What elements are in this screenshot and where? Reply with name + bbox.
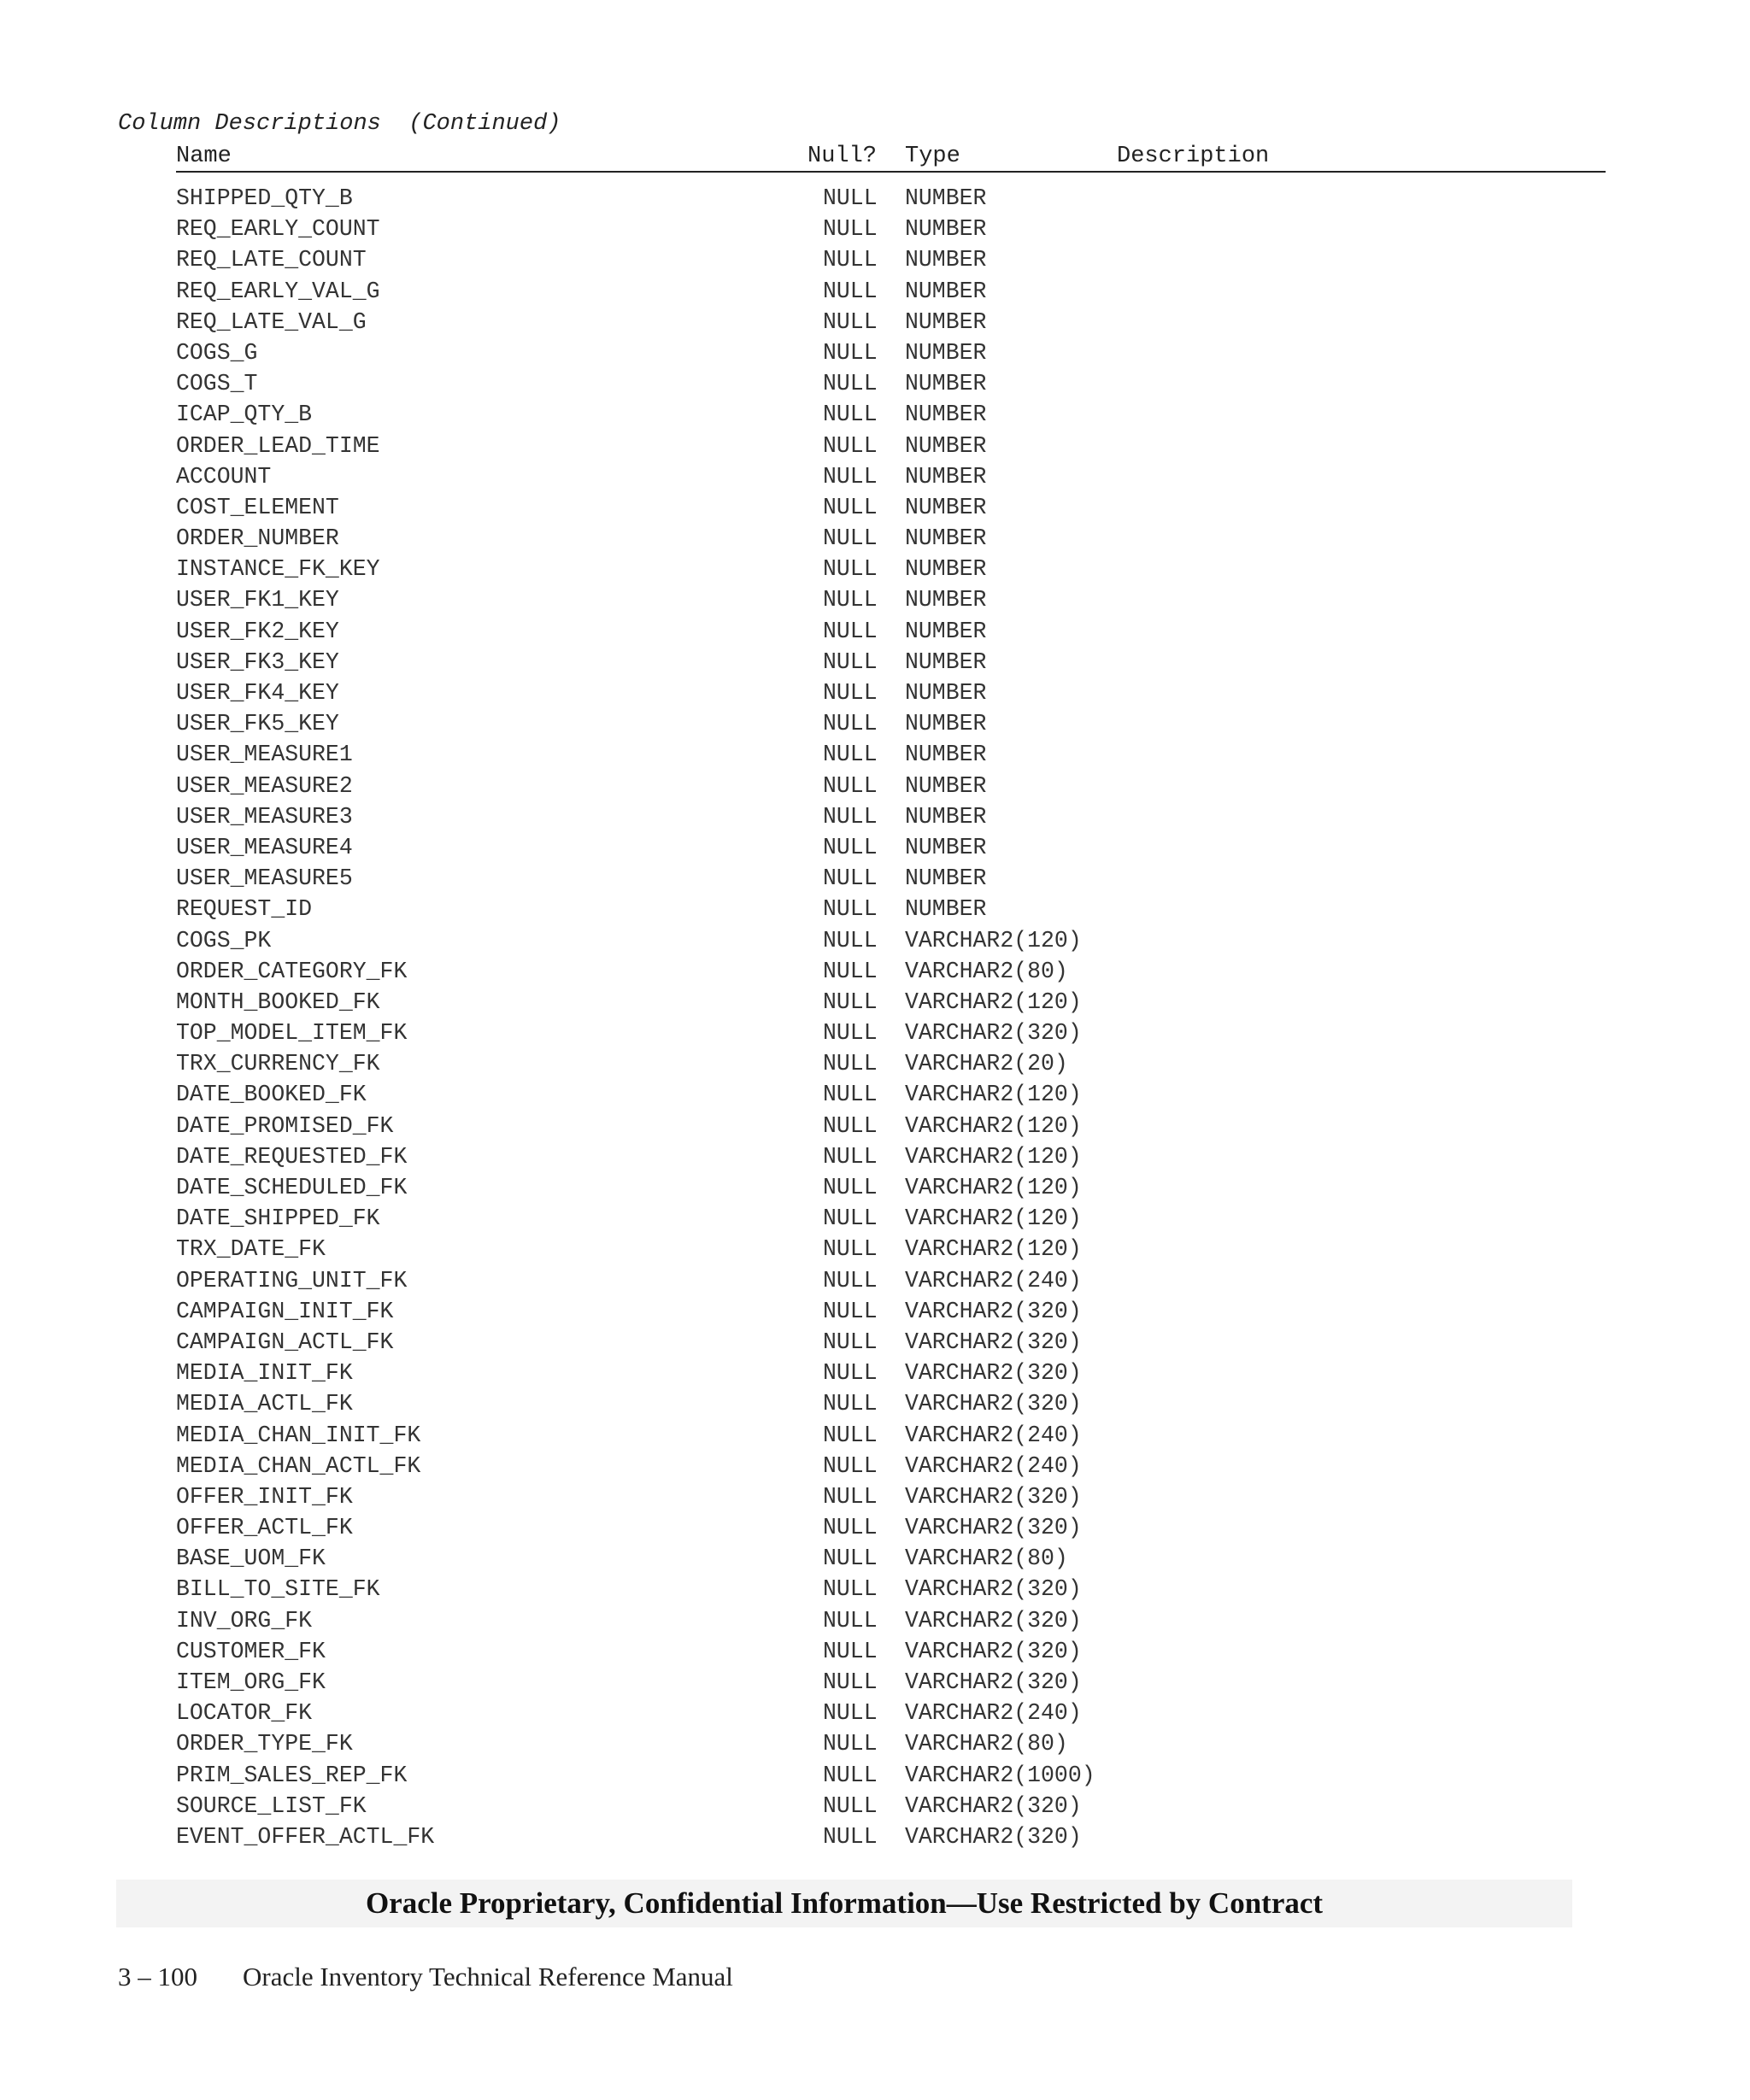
table-row bbox=[0, 1265, 1750, 1296]
column-name-cell: INSTANCE_FK_KEY bbox=[176, 556, 380, 583]
column-name-cell: OFFER_INIT_FK bbox=[176, 1483, 353, 1510]
null-cell: NULL bbox=[823, 525, 878, 552]
table-row bbox=[0, 647, 1750, 678]
null-cell: NULL bbox=[823, 772, 878, 799]
column-name-cell: MEDIA_INIT_FK bbox=[176, 1360, 353, 1387]
type-cell: NUMBER bbox=[905, 803, 987, 830]
table-row bbox=[0, 987, 1750, 1018]
table-row bbox=[0, 1481, 1750, 1512]
column-name-cell: OPERATING_UNIT_FK bbox=[176, 1267, 408, 1293]
column-name-cell: MEDIA_CHAN_ACTL_FK bbox=[176, 1452, 421, 1479]
table-row bbox=[0, 925, 1750, 956]
table-row bbox=[0, 1760, 1750, 1791]
type-cell: NUMBER bbox=[905, 896, 987, 923]
null-cell: NULL bbox=[823, 339, 878, 366]
type-cell: NUMBER bbox=[905, 556, 987, 583]
null-cell: NULL bbox=[823, 1607, 878, 1634]
table-row bbox=[0, 956, 1750, 987]
type-cell: VARCHAR2(120) bbox=[905, 1175, 1082, 1200]
column-name-cell: USER_FK3_KEY bbox=[176, 648, 339, 675]
column-name-cell: MONTH_BOOKED_FK bbox=[176, 988, 380, 1015]
null-cell: NULL bbox=[823, 1546, 878, 1572]
column-name-cell: INV_ORG_FK bbox=[176, 1607, 313, 1634]
column-header-description: Description bbox=[1117, 144, 1270, 169]
null-cell: NULL bbox=[823, 680, 878, 706]
type-cell: NUMBER bbox=[905, 772, 987, 799]
null-cell: NULL bbox=[823, 216, 878, 243]
table-row bbox=[0, 399, 1750, 430]
type-cell: NUMBER bbox=[905, 216, 987, 243]
table-caption: Column Descriptions (Continued) bbox=[118, 111, 561, 137]
column-name-cell: SOURCE_LIST_FK bbox=[176, 1792, 367, 1819]
null-cell: NULL bbox=[823, 1020, 878, 1047]
type-cell: NUMBER bbox=[905, 525, 987, 552]
column-name-cell: USER_FK1_KEY bbox=[176, 587, 339, 613]
table-row bbox=[0, 1327, 1750, 1358]
null-cell: NULL bbox=[823, 1051, 878, 1077]
type-cell: VARCHAR2(320) bbox=[905, 1329, 1082, 1355]
table-row bbox=[0, 1420, 1750, 1451]
type-cell: NUMBER bbox=[905, 587, 987, 613]
table-row bbox=[0, 1543, 1750, 1574]
type-cell: VARCHAR2(320) bbox=[905, 1607, 1082, 1634]
column-name-cell: DATE_SHIPPED_FK bbox=[176, 1205, 380, 1232]
column-name-cell: CUSTOMER_FK bbox=[176, 1638, 326, 1664]
null-cell: NULL bbox=[823, 1298, 878, 1324]
table-row bbox=[0, 523, 1750, 554]
column-name-cell: COGS_T bbox=[176, 371, 258, 397]
type-cell: VARCHAR2(120) bbox=[905, 1143, 1082, 1170]
table-row bbox=[0, 1667, 1750, 1698]
type-cell: VARCHAR2(120) bbox=[905, 1236, 1082, 1263]
table-row bbox=[0, 1636, 1750, 1667]
column-name-cell: SHIPPED_QTY_B bbox=[176, 185, 353, 211]
null-cell: NULL bbox=[823, 1143, 878, 1170]
type-cell: VARCHAR2(120) bbox=[905, 927, 1082, 953]
column-name-cell: ORDER_CATEGORY_FK bbox=[176, 958, 408, 984]
null-cell: NULL bbox=[823, 1175, 878, 1200]
null-cell: NULL bbox=[823, 1669, 878, 1695]
type-cell: VARCHAR2(320) bbox=[905, 1020, 1082, 1047]
column-table-body bbox=[0, 183, 1750, 1852]
column-name-cell: REQUEST_ID bbox=[176, 896, 313, 923]
table-row bbox=[0, 1698, 1750, 1728]
type-cell: VARCHAR2(80) bbox=[905, 1731, 1068, 1757]
table-row bbox=[0, 616, 1750, 647]
type-cell: NUMBER bbox=[905, 834, 987, 860]
table-row bbox=[0, 1791, 1750, 1821]
type-cell: VARCHAR2(320) bbox=[905, 1823, 1082, 1850]
type-cell: VARCHAR2(320) bbox=[905, 1298, 1082, 1324]
null-cell: NULL bbox=[823, 1082, 878, 1108]
type-cell: NUMBER bbox=[905, 742, 987, 768]
null-cell: NULL bbox=[823, 1762, 878, 1788]
table-row bbox=[0, 1512, 1750, 1543]
column-name-cell: TRX_CURRENCY_FK bbox=[176, 1051, 380, 1077]
null-cell: NULL bbox=[823, 1823, 878, 1850]
null-cell: NULL bbox=[823, 1452, 878, 1479]
column-name-cell: DATE_REQUESTED_FK bbox=[176, 1143, 408, 1170]
column-name-cell: COGS_PK bbox=[176, 927, 272, 953]
table-row bbox=[0, 214, 1750, 244]
null-cell: NULL bbox=[823, 988, 878, 1015]
type-cell: VARCHAR2(320) bbox=[905, 1669, 1082, 1695]
null-cell: NULL bbox=[823, 1360, 878, 1387]
type-cell: VARCHAR2(320) bbox=[905, 1576, 1082, 1603]
null-cell: NULL bbox=[823, 958, 878, 984]
null-cell: NULL bbox=[823, 1422, 878, 1448]
null-cell: NULL bbox=[823, 1391, 878, 1417]
table-row bbox=[0, 1203, 1750, 1234]
type-cell: VARCHAR2(240) bbox=[905, 1267, 1082, 1293]
type-cell: VARCHAR2(80) bbox=[905, 1546, 1068, 1572]
column-name-cell: USER_MEASURE3 bbox=[176, 803, 353, 830]
type-cell: NUMBER bbox=[905, 432, 987, 459]
null-cell: NULL bbox=[823, 185, 878, 211]
table-row bbox=[0, 1821, 1750, 1852]
null-cell: NULL bbox=[823, 865, 878, 892]
null-cell: NULL bbox=[823, 1205, 878, 1232]
column-name-cell: USER_MEASURE4 bbox=[176, 834, 353, 860]
column-name-cell: USER_FK2_KEY bbox=[176, 618, 339, 644]
type-cell: VARCHAR2(20) bbox=[905, 1051, 1068, 1077]
type-cell: VARCHAR2(120) bbox=[905, 1082, 1082, 1108]
column-name-cell: MEDIA_CHAN_INIT_FK bbox=[176, 1422, 421, 1448]
table-row bbox=[0, 801, 1750, 832]
table-row bbox=[0, 739, 1750, 770]
column-name-cell: USER_MEASURE5 bbox=[176, 865, 353, 892]
manual-title: Oracle Inventory Technical Reference Manual bbox=[243, 1962, 733, 1991]
table-row bbox=[0, 1172, 1750, 1203]
table-row bbox=[0, 368, 1750, 399]
table-row bbox=[0, 1605, 1750, 1636]
column-name-cell: USER_MEASURE1 bbox=[176, 742, 353, 768]
table-row bbox=[0, 1296, 1750, 1327]
type-cell: VARCHAR2(320) bbox=[905, 1483, 1082, 1510]
confidentiality-text: Oracle Proprietary, Confidential Information––Use Restricted by Contract bbox=[365, 1886, 1324, 1920]
table-row bbox=[0, 431, 1750, 461]
type-cell: VARCHAR2(120) bbox=[905, 988, 1082, 1015]
table-row bbox=[0, 244, 1750, 275]
null-cell: NULL bbox=[823, 1731, 878, 1757]
table-row bbox=[0, 1111, 1750, 1141]
type-cell: VARCHAR2(320) bbox=[905, 1391, 1082, 1417]
type-cell: VARCHAR2(320) bbox=[905, 1638, 1082, 1664]
column-name-cell: USER_FK5_KEY bbox=[176, 711, 339, 737]
type-cell: NUMBER bbox=[905, 247, 987, 273]
type-cell: NUMBER bbox=[905, 463, 987, 490]
column-name-cell: BASE_UOM_FK bbox=[176, 1546, 326, 1572]
table-row bbox=[0, 771, 1750, 801]
type-cell: NUMBER bbox=[905, 185, 987, 211]
null-cell: NULL bbox=[823, 1576, 878, 1603]
type-cell: VARCHAR2(240) bbox=[905, 1452, 1082, 1479]
type-cell: NUMBER bbox=[905, 618, 987, 644]
table-row bbox=[0, 584, 1750, 615]
column-name-cell: DATE_PROMISED_FK bbox=[176, 1112, 394, 1139]
type-cell: NUMBER bbox=[905, 494, 987, 520]
type-cell: NUMBER bbox=[905, 278, 987, 304]
null-cell: NULL bbox=[823, 803, 878, 830]
null-cell: NULL bbox=[823, 1329, 878, 1355]
null-cell: NULL bbox=[823, 1792, 878, 1819]
column-name-cell: USER_MEASURE2 bbox=[176, 772, 353, 799]
column-name-cell: TOP_MODEL_ITEM_FK bbox=[176, 1020, 408, 1047]
column-name-cell: LOCATOR_FK bbox=[176, 1700, 313, 1727]
column-name-cell: USER_FK4_KEY bbox=[176, 680, 339, 706]
null-cell: NULL bbox=[823, 927, 878, 953]
null-cell: NULL bbox=[823, 1267, 878, 1293]
null-cell: NULL bbox=[823, 587, 878, 613]
table-row bbox=[0, 1451, 1750, 1481]
column-name-cell: REQ_LATE_VAL_G bbox=[176, 308, 367, 335]
page-number: 3 – 100 bbox=[118, 1962, 197, 1991]
null-cell: NULL bbox=[823, 308, 878, 335]
null-cell: NULL bbox=[823, 494, 878, 520]
null-cell: NULL bbox=[823, 742, 878, 768]
null-cell: NULL bbox=[823, 1483, 878, 1510]
null-cell: NULL bbox=[823, 1700, 878, 1727]
column-name-cell: DATE_BOOKED_FK bbox=[176, 1082, 367, 1108]
table-row bbox=[0, 1574, 1750, 1604]
column-name-cell: ORDER_NUMBER bbox=[176, 525, 339, 552]
type-cell: NUMBER bbox=[905, 402, 987, 428]
confidentiality-banner bbox=[116, 1880, 1572, 1927]
column-name-cell: CAMPAIGN_ACTL_FK bbox=[176, 1329, 394, 1355]
table-row bbox=[0, 1018, 1750, 1048]
null-cell: NULL bbox=[823, 432, 878, 459]
table-row bbox=[0, 894, 1750, 924]
null-cell: NULL bbox=[823, 463, 878, 490]
column-name-cell: REQ_EARLY_COUNT bbox=[176, 216, 380, 243]
table-row bbox=[0, 183, 1750, 214]
type-cell: VARCHAR2(120) bbox=[905, 1112, 1082, 1139]
column-header-type: Type bbox=[905, 144, 960, 169]
column-name-cell: EVENT_OFFER_ACTL_FK bbox=[176, 1823, 435, 1850]
type-cell: VARCHAR2(1000) bbox=[905, 1762, 1095, 1788]
table-row bbox=[0, 307, 1750, 337]
type-cell: NUMBER bbox=[905, 648, 987, 675]
column-name-cell: TRX_DATE_FK bbox=[176, 1236, 326, 1263]
column-name-cell: ORDER_LEAD_TIME bbox=[176, 432, 380, 459]
null-cell: NULL bbox=[823, 1112, 878, 1139]
column-name-cell: COGS_G bbox=[176, 339, 258, 366]
type-cell: VARCHAR2(120) bbox=[905, 1205, 1082, 1232]
table-row bbox=[0, 1048, 1750, 1079]
null-cell: NULL bbox=[823, 402, 878, 428]
column-header-name: Name bbox=[176, 144, 232, 169]
header-divider bbox=[176, 171, 1606, 173]
type-cell: NUMBER bbox=[905, 339, 987, 366]
type-cell: VARCHAR2(240) bbox=[905, 1700, 1082, 1727]
column-name-cell: ORDER_TYPE_FK bbox=[176, 1731, 353, 1757]
type-cell: VARCHAR2(240) bbox=[905, 1422, 1082, 1448]
null-cell: NULL bbox=[823, 834, 878, 860]
type-cell: NUMBER bbox=[905, 308, 987, 335]
null-cell: NULL bbox=[823, 648, 878, 675]
type-cell: NUMBER bbox=[905, 371, 987, 397]
null-cell: NULL bbox=[823, 247, 878, 273]
table-row bbox=[0, 863, 1750, 894]
table-row bbox=[0, 337, 1750, 368]
column-name-cell: COST_ELEMENT bbox=[176, 494, 339, 520]
table-row bbox=[0, 678, 1750, 708]
type-cell: VARCHAR2(320) bbox=[905, 1792, 1082, 1819]
null-cell: NULL bbox=[823, 1638, 878, 1664]
null-cell: NULL bbox=[823, 618, 878, 644]
table-row bbox=[0, 554, 1750, 584]
column-name-cell: DATE_SCHEDULED_FK bbox=[176, 1175, 408, 1200]
null-cell: NULL bbox=[823, 1236, 878, 1263]
type-cell: NUMBER bbox=[905, 865, 987, 892]
type-cell: NUMBER bbox=[905, 711, 987, 737]
null-cell: NULL bbox=[823, 371, 878, 397]
column-name-cell: CAMPAIGN_INIT_FK bbox=[176, 1298, 394, 1324]
table-row bbox=[0, 1079, 1750, 1110]
table-row bbox=[0, 1388, 1750, 1419]
null-cell: NULL bbox=[823, 896, 878, 923]
column-name-cell: ITEM_ORG_FK bbox=[176, 1669, 326, 1695]
column-name-cell: OFFER_ACTL_FK bbox=[176, 1515, 353, 1541]
null-cell: NULL bbox=[823, 278, 878, 304]
type-cell: VARCHAR2(80) bbox=[905, 958, 1068, 984]
column-name-cell: REQ_EARLY_VAL_G bbox=[176, 278, 380, 304]
column-name-cell: REQ_LATE_COUNT bbox=[176, 247, 367, 273]
table-row bbox=[0, 708, 1750, 739]
table-row bbox=[0, 1141, 1750, 1172]
column-name-cell: PRIM_SALES_REP_FK bbox=[176, 1762, 408, 1788]
table-row bbox=[0, 1234, 1750, 1264]
table-row bbox=[0, 276, 1750, 307]
type-cell: NUMBER bbox=[905, 680, 987, 706]
table-row bbox=[0, 492, 1750, 523]
table-row bbox=[0, 1728, 1750, 1759]
table-row bbox=[0, 461, 1750, 492]
column-header-null: Null? bbox=[807, 144, 878, 169]
column-name-cell: BILL_TO_SITE_FK bbox=[176, 1576, 380, 1603]
type-cell: VARCHAR2(320) bbox=[905, 1360, 1082, 1387]
null-cell: NULL bbox=[823, 711, 878, 737]
null-cell: NULL bbox=[823, 556, 878, 583]
type-cell: VARCHAR2(320) bbox=[905, 1515, 1082, 1541]
column-name-cell: ICAP_QTY_B bbox=[176, 402, 313, 428]
table-row bbox=[0, 1358, 1750, 1388]
table-row bbox=[0, 832, 1750, 863]
null-cell: NULL bbox=[823, 1515, 878, 1541]
column-name-cell: ACCOUNT bbox=[176, 463, 272, 490]
column-name-cell: MEDIA_ACTL_FK bbox=[176, 1391, 353, 1417]
